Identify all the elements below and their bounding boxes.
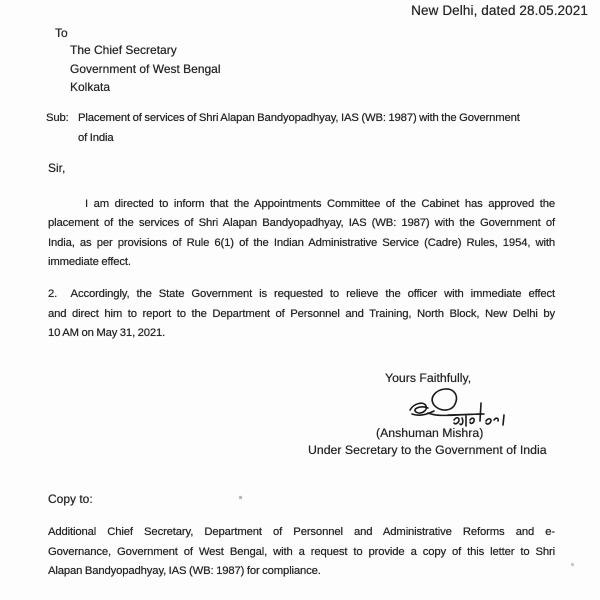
cc-line: Alapan Bandyopadhyay, IAS (WB: 1987) for compliance. <box>48 565 321 577</box>
valediction: Yours Faithfully, <box>385 371 472 385</box>
body-para1-line: immediate effect. <box>48 256 131 268</box>
scan-artifact-dot <box>571 563 574 566</box>
scan-artifact-dot <box>239 496 242 499</box>
body-para2-line: 10 AM on May 31, 2021. <box>48 327 166 339</box>
subject-label: Sub: <box>46 112 69 124</box>
subject-line: Placement of services of Shri Alapan Bandyopadhyay, IAS (WB: 1987) with the Government <box>78 112 520 124</box>
subject-line: of India <box>78 131 114 144</box>
recipient-line: Government of West Bengal <box>70 61 221 76</box>
signatory-designation: Under Secretary to the Government of India <box>308 442 547 457</box>
salutation: Sir, <box>48 161 66 175</box>
body-para1-line: I am directed to inform that the Appointments Committee of the Cabinet has approved the <box>85 197 555 210</box>
body-para2-line: and direct him to report to the Department of Personnel and Training, North Block, New Delhi by <box>48 307 555 320</box>
recipient-line: Kolkata <box>70 80 111 94</box>
body-para1-line: India, as per provisions of Rule 6(1) of the Indian Administrative Service (Cadre) Rules, 1954, with <box>48 236 555 249</box>
copy-to-label: Copy to: <box>48 492 93 506</box>
signatory-name: (Anshuman Mishra) <box>376 426 484 440</box>
cc-line: Governance, Government of West Bengal, with a request to provide a copy of this letter to Shri <box>48 545 555 558</box>
body-para1-line: placement of the services of Shri Alapan Bandyopadhyay, IAS (WB: 1987) with the Government of <box>48 217 555 229</box>
cc-line: Additional Chief Secretary, Department of Personnel and Administrative Reforms and e- <box>48 526 555 538</box>
recipient-to-label: To <box>55 26 68 40</box>
body-para2-line: 2. Accordingly, the State Government is requested to relieve the officer with immediate effect <box>48 288 555 300</box>
dateline: New Delhi, dated 28.05.2021 <box>411 3 588 18</box>
recipient-line: The Chief Secretary <box>70 43 177 57</box>
